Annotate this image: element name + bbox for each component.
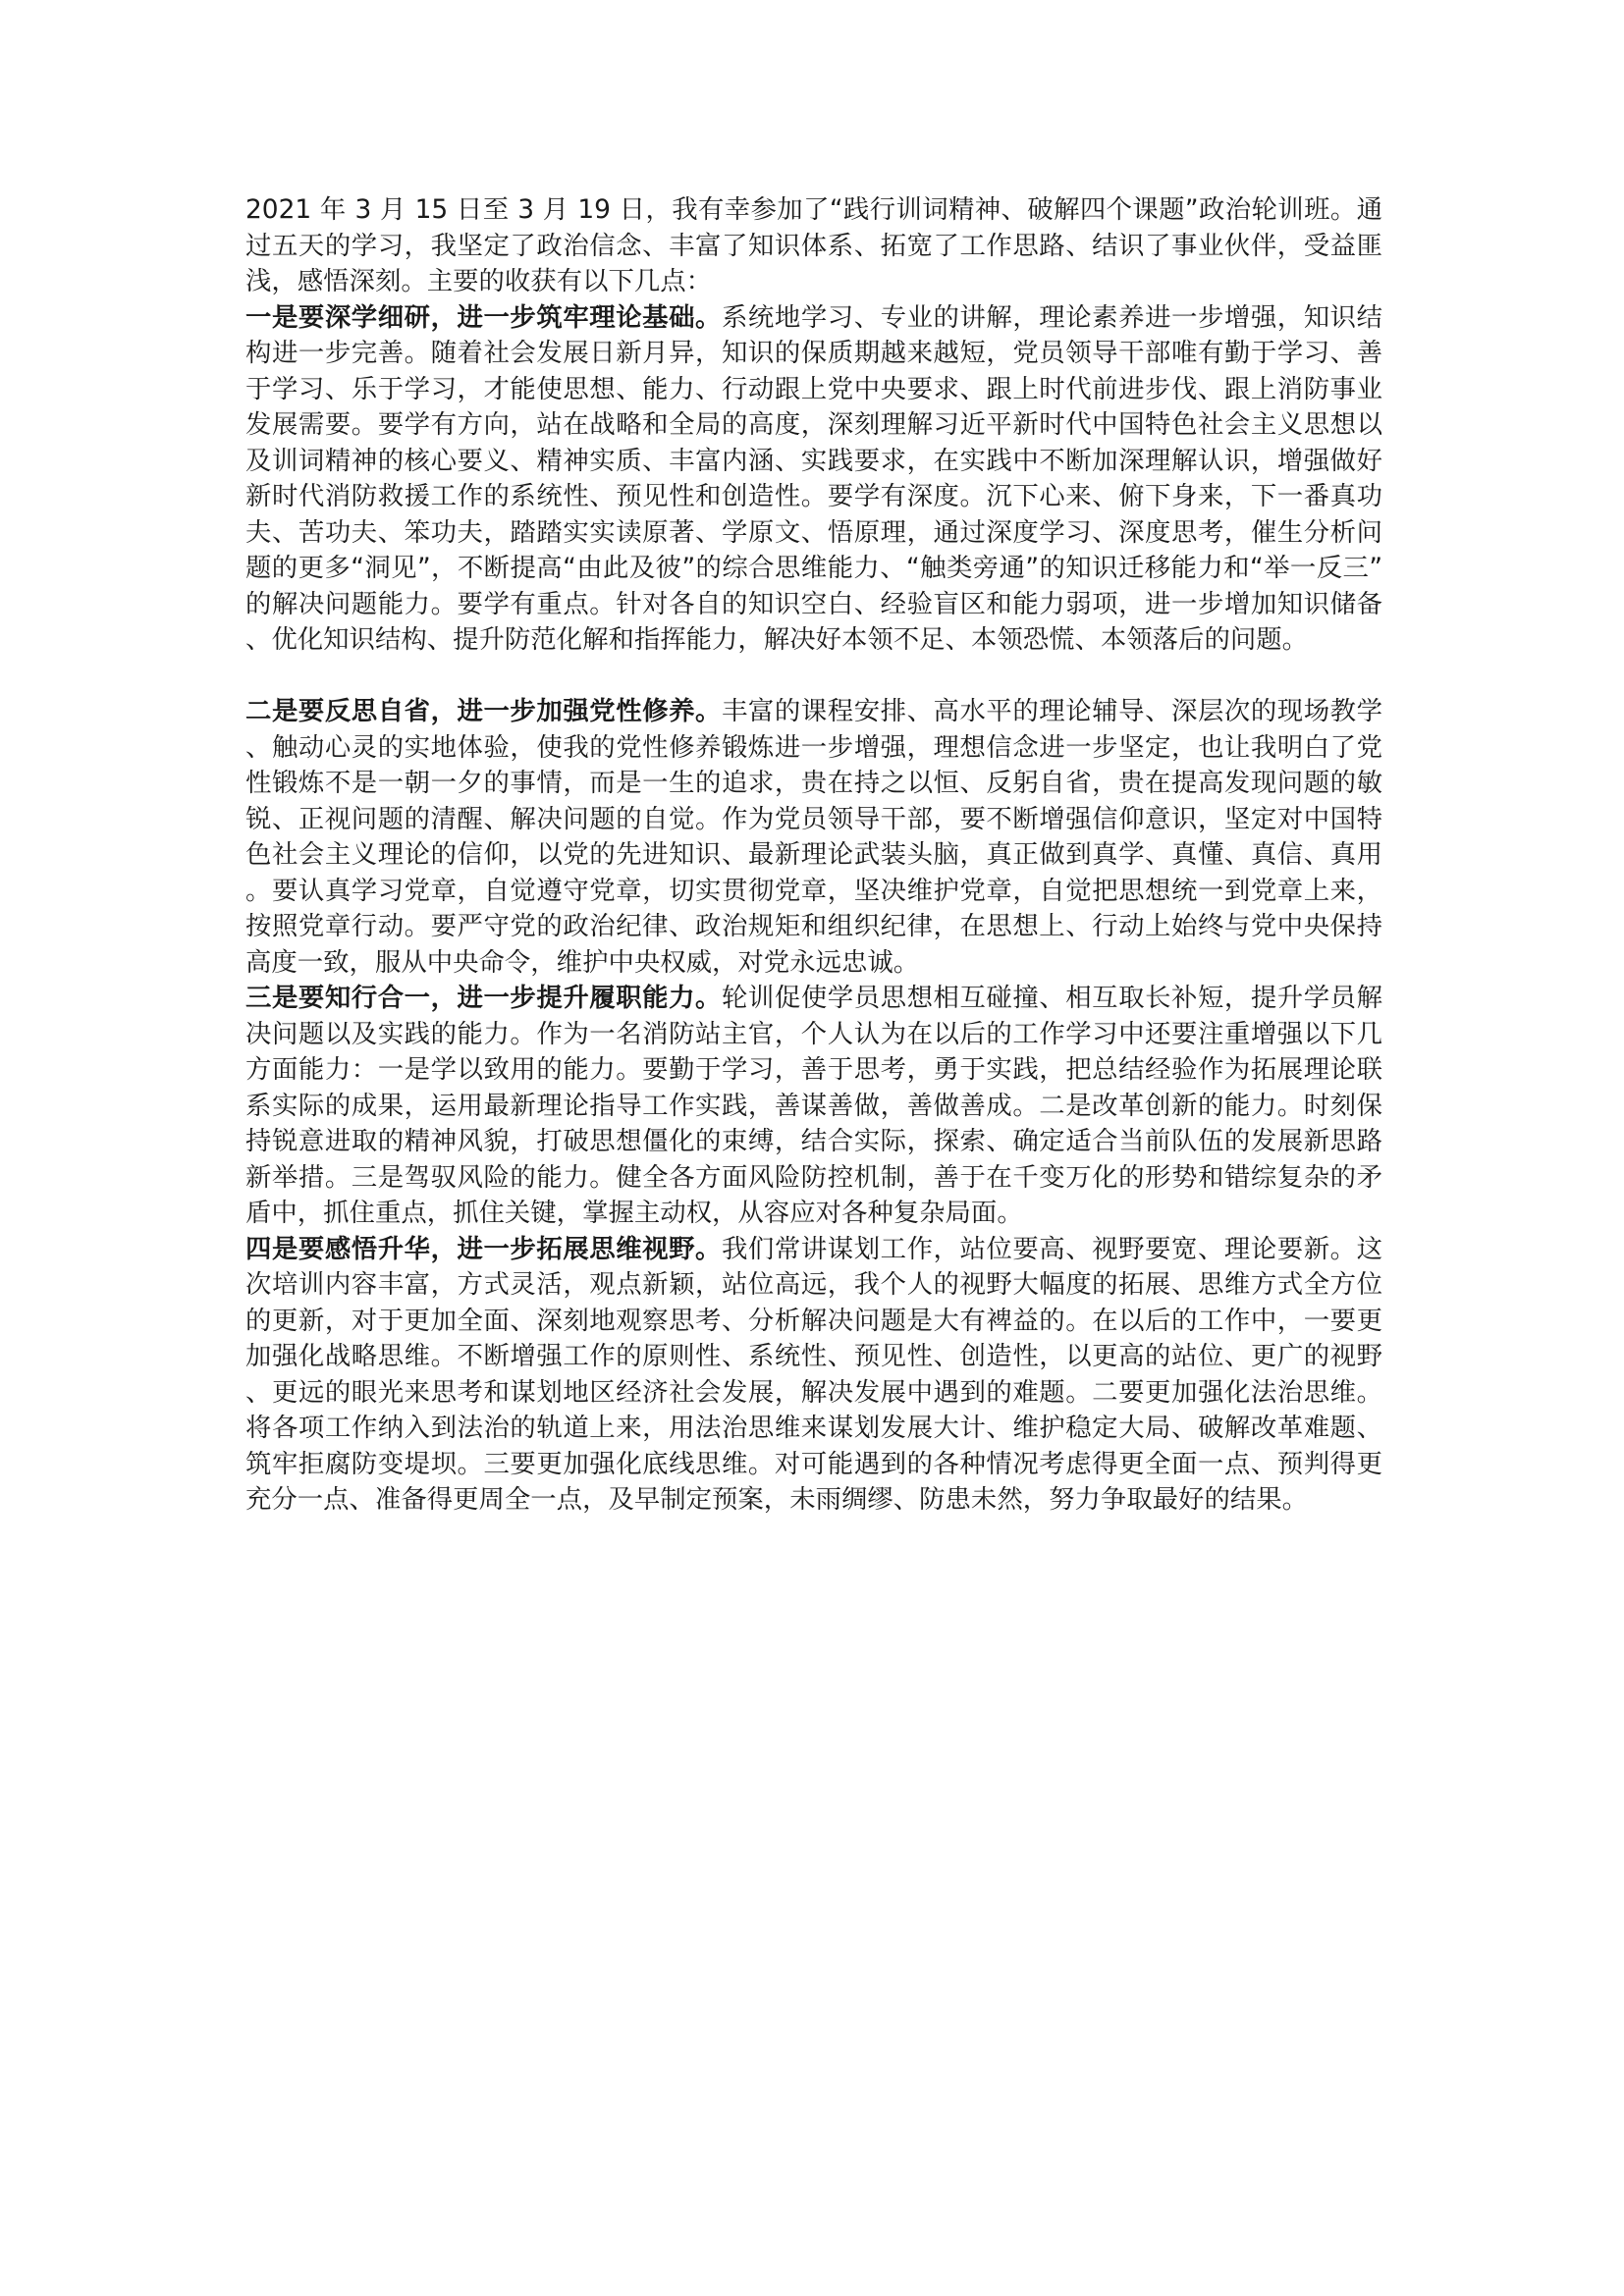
point-one-text: 系统地学习、专业的讲解，理论素养进一步增强，知识结构进一步完善。随着社会发展日新月异，知识的保质期越来越短，党员领导干部唯有勤于学习、善于学习、乐于学习，才能使思想、能力、行动跟上党中央要求、跟上时代前进步伐、跟上消防事业发展需要。要学有方向，站在战略和全局的高度，深刻理解习近平新时代中国特色社会主义思想以及训词精神的核心要义、精神实质、丰富内涵、实践要求，在实践中不断加深理解认识，增强做好新时代消防救援工作的系统性、预见性和创造性。要学有深度。沉下心来、俯下身来，下一番真功夫、苦功夫、笨功夫，踏踏实实读原著、学原文、悟原理，通过深度学习、深度思考，催生分析问题的更多“洞见”，不断提高“由此及彼”的综合思维能力、“触类旁通”的知识迁移能力和“举一反三”的解决问题能力。要学有重点。针对各自的知识空白、经验盲区和能力弱项，进一步增加知识储备、优化知识结构、提升防范化解和指挥能力，解决好本领不足、本领恐慌、本领落后的问题。 bbox=[245, 301, 1383, 655]
document-page bbox=[245, 192, 1382, 1519]
point-one-heading: 一是要深学细研，进一步筑牢理论基础。 bbox=[245, 301, 722, 333]
point-one-paragraph bbox=[245, 300, 1382, 659]
point-three-paragraph bbox=[245, 981, 1382, 1232]
paragraph-gap bbox=[245, 659, 1382, 695]
point-three-text: 轮训促使学员思想相互碰撞、相互取长补短，提升学员解决问题以及实践的能力。作为一名消防站主官，个人认为在以后的工作学习中还要注重增强以下几方面能力：一是学以致用的能力。要勤于学习，善于思考，勇于实践，把总结经验作为拓展理论联系实际的成果，运用最新理论指导工作实践，善谋善做，善做善成。二是改革创新的能力。时刻保持锐意进取的精神风貌，打破思想僵化的束缚，结合实际，探索、确定适合当前队伍的发展新思路新举措。三是驾驭风险的能力。健全各方面风险防控机制，善于在千变万化的形势和错综复杂的矛盾中，抓住重点，抓住关键，掌握主动权，从容应对各种复杂局面。 bbox=[245, 983, 1383, 1228]
point-two-text: 丰富的课程安排、高水平的理论辅导、深层次的现场教学、触动心灵的实地体验，使我的党性修养锻炼进一步增强，理想信念进一步坚定，也让我明白了党性锻炼不是一朝一夕的事情，而是一生的追求，贵在持之以恒、反躬自省，贵在提高发现问题的敏锐、正视问题的清醒、解决问题的自觉。作为党员领导干部，要不断增强信仰意识，坚定对中国特色社会主义理论的信仰，以党的先进知识、最新理论武装头脑，真正做到真学、真懂、真信、真用。要认真学习党章，自觉遵守党章，切实贯彻党章，坚决维护党章，自觉把思想统一到党章上来，按照党章行动。要严守党的政治纪律、政治规矩和组织纪律，在思想上、行动上始终与党中央保持高度一致，服从中央命令，维护中央权威，对党永远忠诚。 bbox=[245, 696, 1383, 978]
point-four-paragraph bbox=[245, 1232, 1382, 1519]
point-four-text: 我们常讲谋划工作，站位要高、视野要宽、理论要新。这次培训内容丰富，方式灵活，观点新颖，站位高远，我个人的视野大幅度的拓展、思维方式全方位的更新，对于更加全面、深刻地观察思考、分析解决问题是大有裨益的。在以后的工作中，一要更加强化战略思维。不断增强工作的原则性、系统性、预见性、创造性，以更高的站位、更广的视野、更远的眼光来思考和谋划地区经济社会发展，解决发展中遇到的难题。二要更加强化法治思维。将各项工作纳入到法治的轨道上来，用法治思维来谋划发展大计、维护稳定大局、破解改革难题、筑牢拒腐防变堤坝。三要更加强化底线思维。对可能遇到的各种情况考虑得更全面一点、预判得更充分一点、准备得更周全一点，及早制定预案，未雨绸缪、防患未然，努力争取最好的结果。 bbox=[245, 1233, 1383, 1515]
point-three-heading: 三是要知行合一，进一步提升履职能力。 bbox=[245, 983, 722, 1013]
intro-text: 2021 年 3 月 15 日至 3 月 19 日，我有幸参加了“践行训词精神、破解四个课题”政治轮训班。通过五天的学习，我坚定了政治信念、丰富了知识体系、拓宽了工作思路、结识了事业伙伴，受益匪浅，感悟深刻。主要的收获有以下几点： bbox=[245, 194, 1382, 296]
intro-paragraph bbox=[245, 192, 1382, 300]
point-two-paragraph bbox=[245, 694, 1382, 981]
point-two-heading: 二是要反思自省，进一步加强党性修养。 bbox=[245, 696, 722, 726]
point-four-heading: 四是要感悟升华，进一步拓展思维视野。 bbox=[245, 1233, 722, 1264]
